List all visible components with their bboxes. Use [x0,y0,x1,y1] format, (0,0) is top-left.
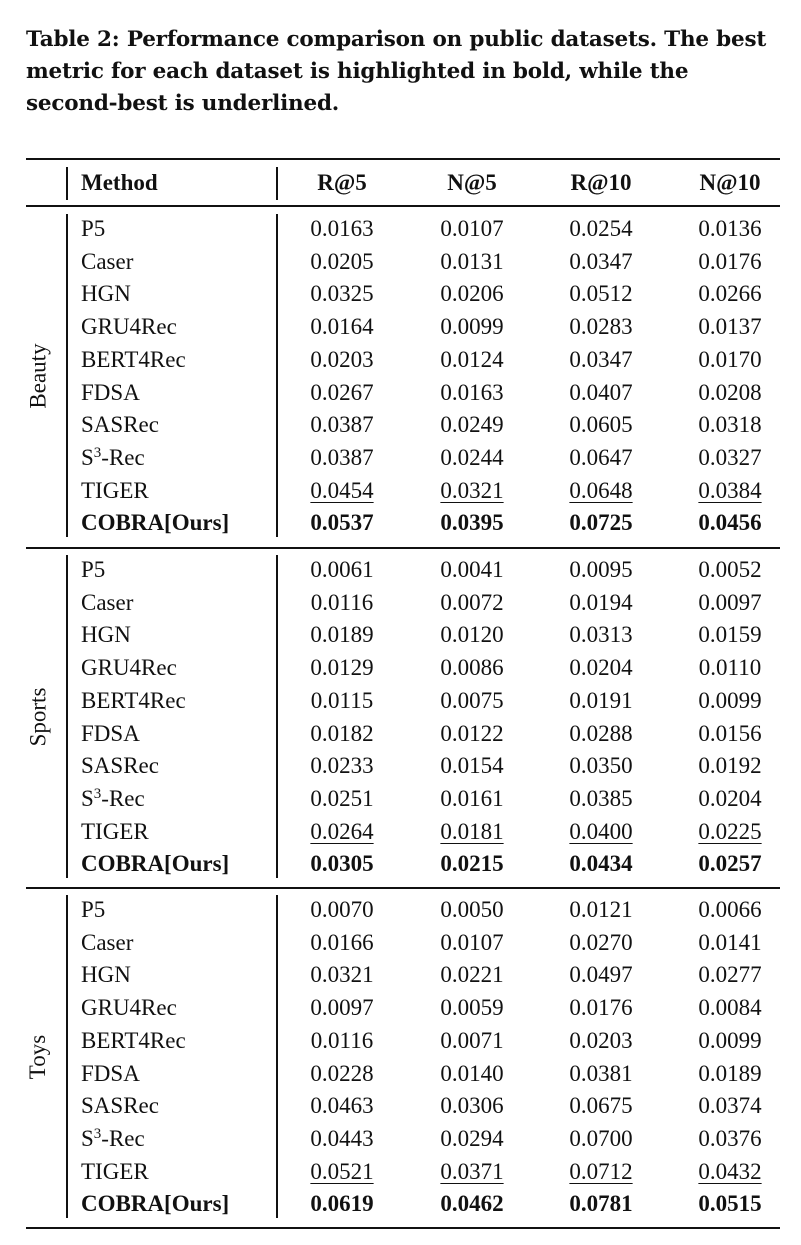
method-name: $S^3$-Rec [81,785,145,811]
cell-r5: 0.0182 [310,720,374,746]
cell-r10: 0.0347 [569,346,633,372]
cell-n5: 0.0086 [440,655,504,681]
cell-r10: 0.0675 [569,1093,633,1119]
top-rule [26,158,780,160]
cell-n10: 0.0318 [698,412,762,438]
cell-r10: 0.0283 [569,314,633,340]
method-name: SASRec [81,753,159,779]
cell-n10: 0.0097 [698,589,762,615]
cell-n5: 0.0163 [440,379,504,405]
cell-n10: 0.0277 [698,962,762,988]
method-name: FDSA [81,1060,140,1086]
table-caption: Table 2: Performance comparison on public datasets. The best metric for each dataset is highlighted in bold, while the second-best is underlined. [26,27,767,116]
cell-n10: 0.0066 [698,897,762,922]
method-name: BERT4Rec [81,346,186,372]
group-divider-left [66,555,68,878]
cell-r5: 0.0233 [310,753,374,779]
cell-r5: 0.0097 [310,995,374,1021]
cell-r10: 0.0512 [569,281,633,307]
group-divider-right [276,555,278,878]
cell-r5: 0.0205 [310,248,374,274]
cell-r10: 0.0270 [569,929,633,955]
cell-r5: 0.0321 [310,962,374,988]
cell-n5: 0.0107 [440,216,504,241]
method-name: HGN [81,962,131,988]
cell-r10: 0.0203 [569,1027,633,1053]
method-name: HGN [81,622,131,648]
cell-r5: 0.0267 [310,379,374,405]
cell-n10: 0.0204 [698,785,762,811]
cell-n5: 0.0059 [440,995,504,1021]
cell-r5: 0.0264 [310,818,374,844]
cell-r10: 0.0605 [569,412,633,438]
cell-n5: 0.0215 [440,851,504,877]
cell-n10: 0.0136 [698,216,762,241]
method-name: GRU4Rec [81,314,177,340]
cell-n10: 0.0257 [698,851,762,877]
cell-n10: 0.0374 [698,1093,762,1119]
cell-r10: 0.0407 [569,379,633,405]
method-name: COBRA[Ours] [81,851,230,877]
cell-n5: 0.0050 [440,897,504,922]
cell-n10: 0.0099 [698,687,762,713]
method-name: Caser [81,248,134,274]
cell-n5: 0.0221 [440,962,504,988]
method-name: P5 [81,557,106,582]
cell-n10: 0.0376 [698,1125,762,1151]
method-name: TIGER [81,477,149,503]
cell-n5: 0.0075 [440,687,504,713]
cell-n10: 0.0156 [698,720,762,746]
cell-r5: 0.0189 [310,622,374,648]
cell-r10: 0.0204 [569,655,633,681]
cell-n5: 0.0294 [440,1125,504,1151]
cell-r5: 0.0163 [310,216,374,241]
cell-n5: 0.0107 [440,929,504,955]
cell-r10: 0.0095 [569,557,633,582]
cell-n5: 0.0071 [440,1027,504,1053]
group-divider-right [276,895,278,1218]
cell-r10: 0.0648 [569,477,633,503]
cell-r10: 0.0700 [569,1125,633,1151]
cell-r10: 0.0781 [569,1191,633,1217]
cell-n5: 0.0371 [440,1158,504,1184]
method-name: $S^3$-Rec [81,1125,145,1151]
cell-r5: 0.0521 [310,1158,374,1184]
cell-r10: 0.0381 [569,1060,633,1086]
cell-n10: 0.0099 [698,1027,762,1053]
cell-n5: 0.0154 [440,753,504,779]
cell-n5: 0.0321 [440,477,504,503]
cell-n5: 0.0306 [440,1093,504,1119]
cell-r10: 0.0288 [569,720,633,746]
cell-n10: 0.0208 [698,379,762,405]
cell-n10: 0.0176 [698,248,762,274]
cell-n10: 0.0084 [698,995,762,1021]
header-divider-left [66,167,68,200]
cell-r5: 0.0164 [310,314,374,340]
cell-r10: 0.0254 [569,216,633,241]
method-name: BERT4Rec [81,687,186,713]
cell-r5: 0.0115 [310,687,374,713]
cell-n5: 0.0099 [440,314,504,340]
cell-n5: 0.0120 [440,622,504,648]
bottom-rule [26,1227,780,1229]
cell-n5: 0.0395 [440,510,504,536]
cell-r5: 0.0061 [310,557,374,582]
cell-r5: 0.0325 [310,281,374,307]
group-divider-left [66,895,68,1218]
cell-n5: 0.0124 [440,346,504,372]
method-name: HGN [81,281,131,307]
dataset-label: Toys [25,1034,51,1079]
cell-n10: 0.0170 [698,346,762,372]
cell-r10: 0.0176 [569,995,633,1021]
header-rule [26,205,780,207]
cell-n5: 0.0161 [440,785,504,811]
cell-r10: 0.0400 [569,818,633,844]
method-name: COBRA[Ours] [81,1191,230,1217]
cell-r10: 0.0313 [569,622,633,648]
cell-n10: 0.0225 [698,818,762,844]
group-rule [26,887,780,889]
cell-r10: 0.0121 [569,897,633,922]
method-name: SASRec [81,412,159,438]
header-n5: N@5 [447,170,497,195]
cell-r5: 0.0454 [310,477,374,503]
header-r10: R@10 [570,170,632,195]
method-name: P5 [81,897,106,922]
cell-n10: 0.0327 [698,444,762,470]
cell-r5: 0.0387 [310,444,374,470]
cell-r5: 0.0116 [310,589,374,615]
cell-n10: 0.0137 [698,314,762,340]
cell-n10: 0.0266 [698,281,762,307]
method-name: TIGER [81,1158,149,1184]
cell-r5: 0.0166 [310,929,374,955]
cell-n10: 0.0110 [698,655,762,681]
header-n10: N@10 [699,170,761,195]
cell-r5: 0.0305 [310,851,374,877]
cell-r10: 0.0434 [569,851,633,877]
cell-n5: 0.0131 [440,248,504,274]
cell-n10: 0.0192 [698,753,762,779]
method-name: Caser [81,929,134,955]
dataset-label: Sports [24,687,50,746]
cell-n5: 0.0122 [440,720,504,746]
cell-r5: 0.0116 [310,1027,374,1053]
method-name: SASRec [81,1093,159,1119]
cell-r5: 0.0070 [310,897,374,922]
group-divider-right [276,214,278,537]
method-name: GRU4Rec [81,995,177,1021]
method-name: TIGER [81,818,149,844]
method-name: GRU4Rec [81,655,177,681]
cell-r5: 0.0463 [310,1093,374,1119]
method-name: FDSA [81,379,140,405]
cell-r5: 0.0228 [310,1060,374,1086]
cell-r5: 0.0387 [310,412,374,438]
group-divider-left [66,214,68,537]
method-name: P5 [81,216,106,241]
group-rule [26,547,780,549]
cell-r5: 0.0203 [310,346,374,372]
cell-n10: 0.0432 [698,1158,762,1184]
method-name: $S^3$-Rec [81,444,145,470]
method-name: FDSA [81,720,140,746]
cell-r10: 0.0191 [569,687,633,713]
cell-n5: 0.0072 [440,589,504,615]
cell-n10: 0.0189 [698,1060,762,1086]
cell-r5: 0.0443 [310,1125,374,1151]
method-name: BERT4Rec [81,1027,186,1053]
cell-n5: 0.0249 [440,412,504,438]
cell-n5: 0.0140 [440,1060,504,1086]
cell-r10: 0.0712 [569,1158,633,1184]
cell-r5: 0.0129 [310,655,374,681]
cell-n10: 0.0515 [698,1191,762,1217]
cell-r10: 0.0497 [569,962,633,988]
method-name: Caser [81,589,134,615]
cell-r10: 0.0350 [569,753,633,779]
cell-n5: 0.0206 [440,281,504,307]
cell-r5: 0.0537 [310,510,374,536]
cell-n5: 0.0244 [440,444,504,470]
cell-r5: 0.0619 [310,1191,374,1217]
cell-r10: 0.0347 [569,248,633,274]
dataset-label: Beauty [25,342,51,409]
cell-r10: 0.0385 [569,785,633,811]
cell-n10: 0.0141 [698,929,762,955]
cell-n5: 0.0181 [440,818,504,844]
cell-r5: 0.0251 [310,785,374,811]
cell-n10: 0.0384 [698,477,762,503]
header-r5: R@5 [317,170,367,195]
cell-r10: 0.0647 [569,444,633,470]
cell-n5: 0.0041 [440,557,504,582]
cell-r10: 0.0725 [569,510,633,536]
cell-n5: 0.0462 [440,1191,504,1217]
cell-n10: 0.0052 [698,557,762,582]
header-divider-right [276,167,278,200]
cell-n10: 0.0159 [698,622,762,648]
method-name: COBRA[Ours] [81,510,230,536]
cell-n10: 0.0456 [698,510,762,536]
cell-r10: 0.0194 [569,589,633,615]
header-method: Method [81,170,158,195]
